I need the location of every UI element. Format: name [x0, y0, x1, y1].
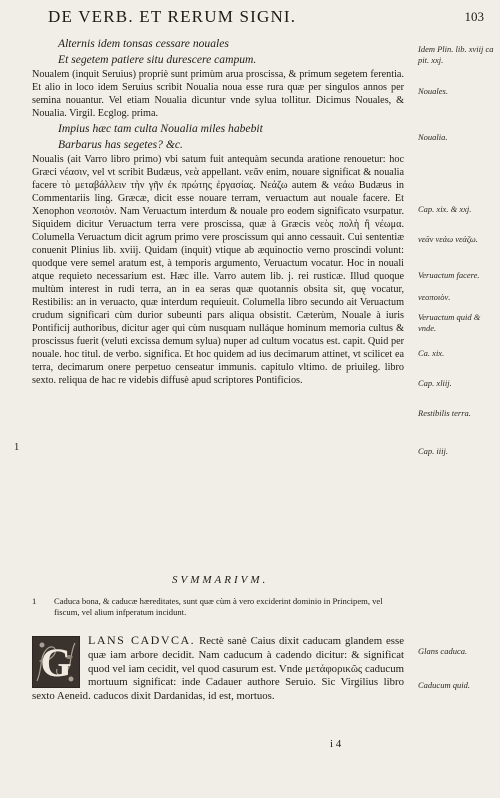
- entry-glans-caduca: [32, 634, 404, 704]
- page-number: 103: [464, 9, 484, 24]
- summary-item-number: 1: [32, 596, 37, 606]
- verse-line: Alternis idem tonsas cessare nouales: [58, 37, 229, 50]
- left-marginal-number: 1: [14, 442, 20, 453]
- margin-note: Veruactum facere.: [418, 270, 480, 280]
- decorated-initial: [32, 636, 80, 688]
- entry-heading: LANS CADVCA.: [88, 633, 196, 647]
- summary-title: SVMMARIVM.: [172, 574, 269, 586]
- verse-line: Impius hæc tam culta Noualia miles habebit: [58, 122, 263, 135]
- margin-note: Noualia.: [418, 132, 448, 142]
- margin-note: Cap. iiij.: [418, 446, 448, 456]
- margin-note: Veruactum quid & vnde.: [418, 312, 481, 333]
- summary-item: [32, 596, 404, 618]
- margin-note: Cap. xliij.: [418, 378, 452, 388]
- verse-line: Barbarus has segetes? &c.: [58, 138, 183, 151]
- margin-note: νεοποιὸν.: [418, 292, 451, 302]
- margin-note: Restibilis terra.: [418, 408, 471, 418]
- signature-mark: i 4: [330, 738, 342, 750]
- margin-note: Glans caduca.: [418, 646, 468, 656]
- page-header: [48, 6, 484, 28]
- margin-note: Cap. xix. & xxj.: [418, 204, 472, 214]
- margin-note: Caducum quid.: [418, 680, 470, 690]
- paragraph-nouales: Noualem (inquit Seruius) propriè sunt primùm arua proscissa, & primum segetem ferentia. Et alio in loco idem Seruius scribit Noualia noua esse rura quæ per singulos annos per semina nouantur. Vel etiam Noualia dicuntur vnde sylua tollitur. Dicimus Nouales, & Noualia. Virgil. Ecglog. prima.: [32, 69, 404, 119]
- paragraph-noualis: Noualis (ait Varro libro primo) vbi satum fuit antequàm secunda aratione renouetur: hoc Græci νέασιν, vel vt scribit Budæus, νεὰ appellant. νεᾶν enim, nouare significat & noualia facere τὸ μεταβάλλειν τὴν γῆν ἐκ πρώτης ἐργασίας. Νεάζω autem & νεάω Budæus in Commentariis ling. Græcæ, dicit esse nouare terram, veruactum aut nouale facere. Et Xenophon νεοποιὸν. Nam Veruactum interdum & nouale pro eodem significato vsurpatur. Siquidem dicitur Veruactum terra vere proscissa, quæ à Græcis νεὸς πολὴ ἢ νέωμα. Columella Veruactum dicit agrum primo vere proscissum qui anno cessauit. Cui sententiæ conuenit Plinius lib. xviij. Quidam (inquit) vtique ab æquinoctio verno proscindi volunt: quodque vere semel aratum est, à temporis argumento, Veruactum vocatur. Hoc in nouali atque requieto necessarium est. Hæc ille. Varro autem lib. j. rei rusticæ. Illud quoque multùm interest in rudi terra, an in ea seras quæ quotannis obsita sit, quę vocatur, Restibilis: an in veruacto, quæ interdum requieuit. Columella libro secundo ait Veruactum crudum significari cùm durior subeunti pars aliqua obsistit. Cæterùm, Nouale à iuris Pontificij authoribus, dicitur ager qui cùm nusquam nulláque hominum memoria cultus & proscissus fuerit (veluti excissa demum sylua) nuper ad cultum vocatus est. capit. Quid per nouale. hoc titul. de verbo. significa. Et hoc quidem ad ius decimarum attinet, vt scilicet ea terra, decimarum onere perpetuo censeatur immunis. capitulo vltimo. de priuileg. libro sexto. reliqua de hac re videbis diffusè apud scriptores Pontificios.: [32, 154, 404, 386]
- summary-item-text: Caduca bona, & caducæ hæreditates, sunt quæ cùm à vero exciderint dominio in Principem, vel fiscum, vel alium infperatum incidunt.: [54, 596, 383, 617]
- main-text-column: [32, 36, 404, 388]
- margin-note: Nouales.: [418, 86, 448, 96]
- margin-note: Ca. xix.: [418, 348, 445, 358]
- margin-note: νεᾶν νεάω νεάζω.: [418, 234, 478, 244]
- initial-letter: G: [40, 640, 72, 685]
- margin-note: Idem Plin. lib. xviij ca pit. xxj.: [418, 44, 494, 65]
- verse-line: Et segetem patiere situ durescere campum.: [58, 53, 257, 66]
- entry-text: Rectè sanè Caius dixit caducam glandem esse quæ iam arbore decidit. Nam caducum à cadendo dicitur: & significat quod vel iam cecidit, vel quod casurum est. Vnde μετάφορικῶς caducum mortuum significat: inde Cadauer authore Seruio. Sic Virgilius libro sexto Aeneid. caducos dixit Dardanidas, id est, mortuos.: [32, 635, 404, 703]
- running-head: DE VERB. ET RERUM SIGNI.: [48, 7, 297, 26]
